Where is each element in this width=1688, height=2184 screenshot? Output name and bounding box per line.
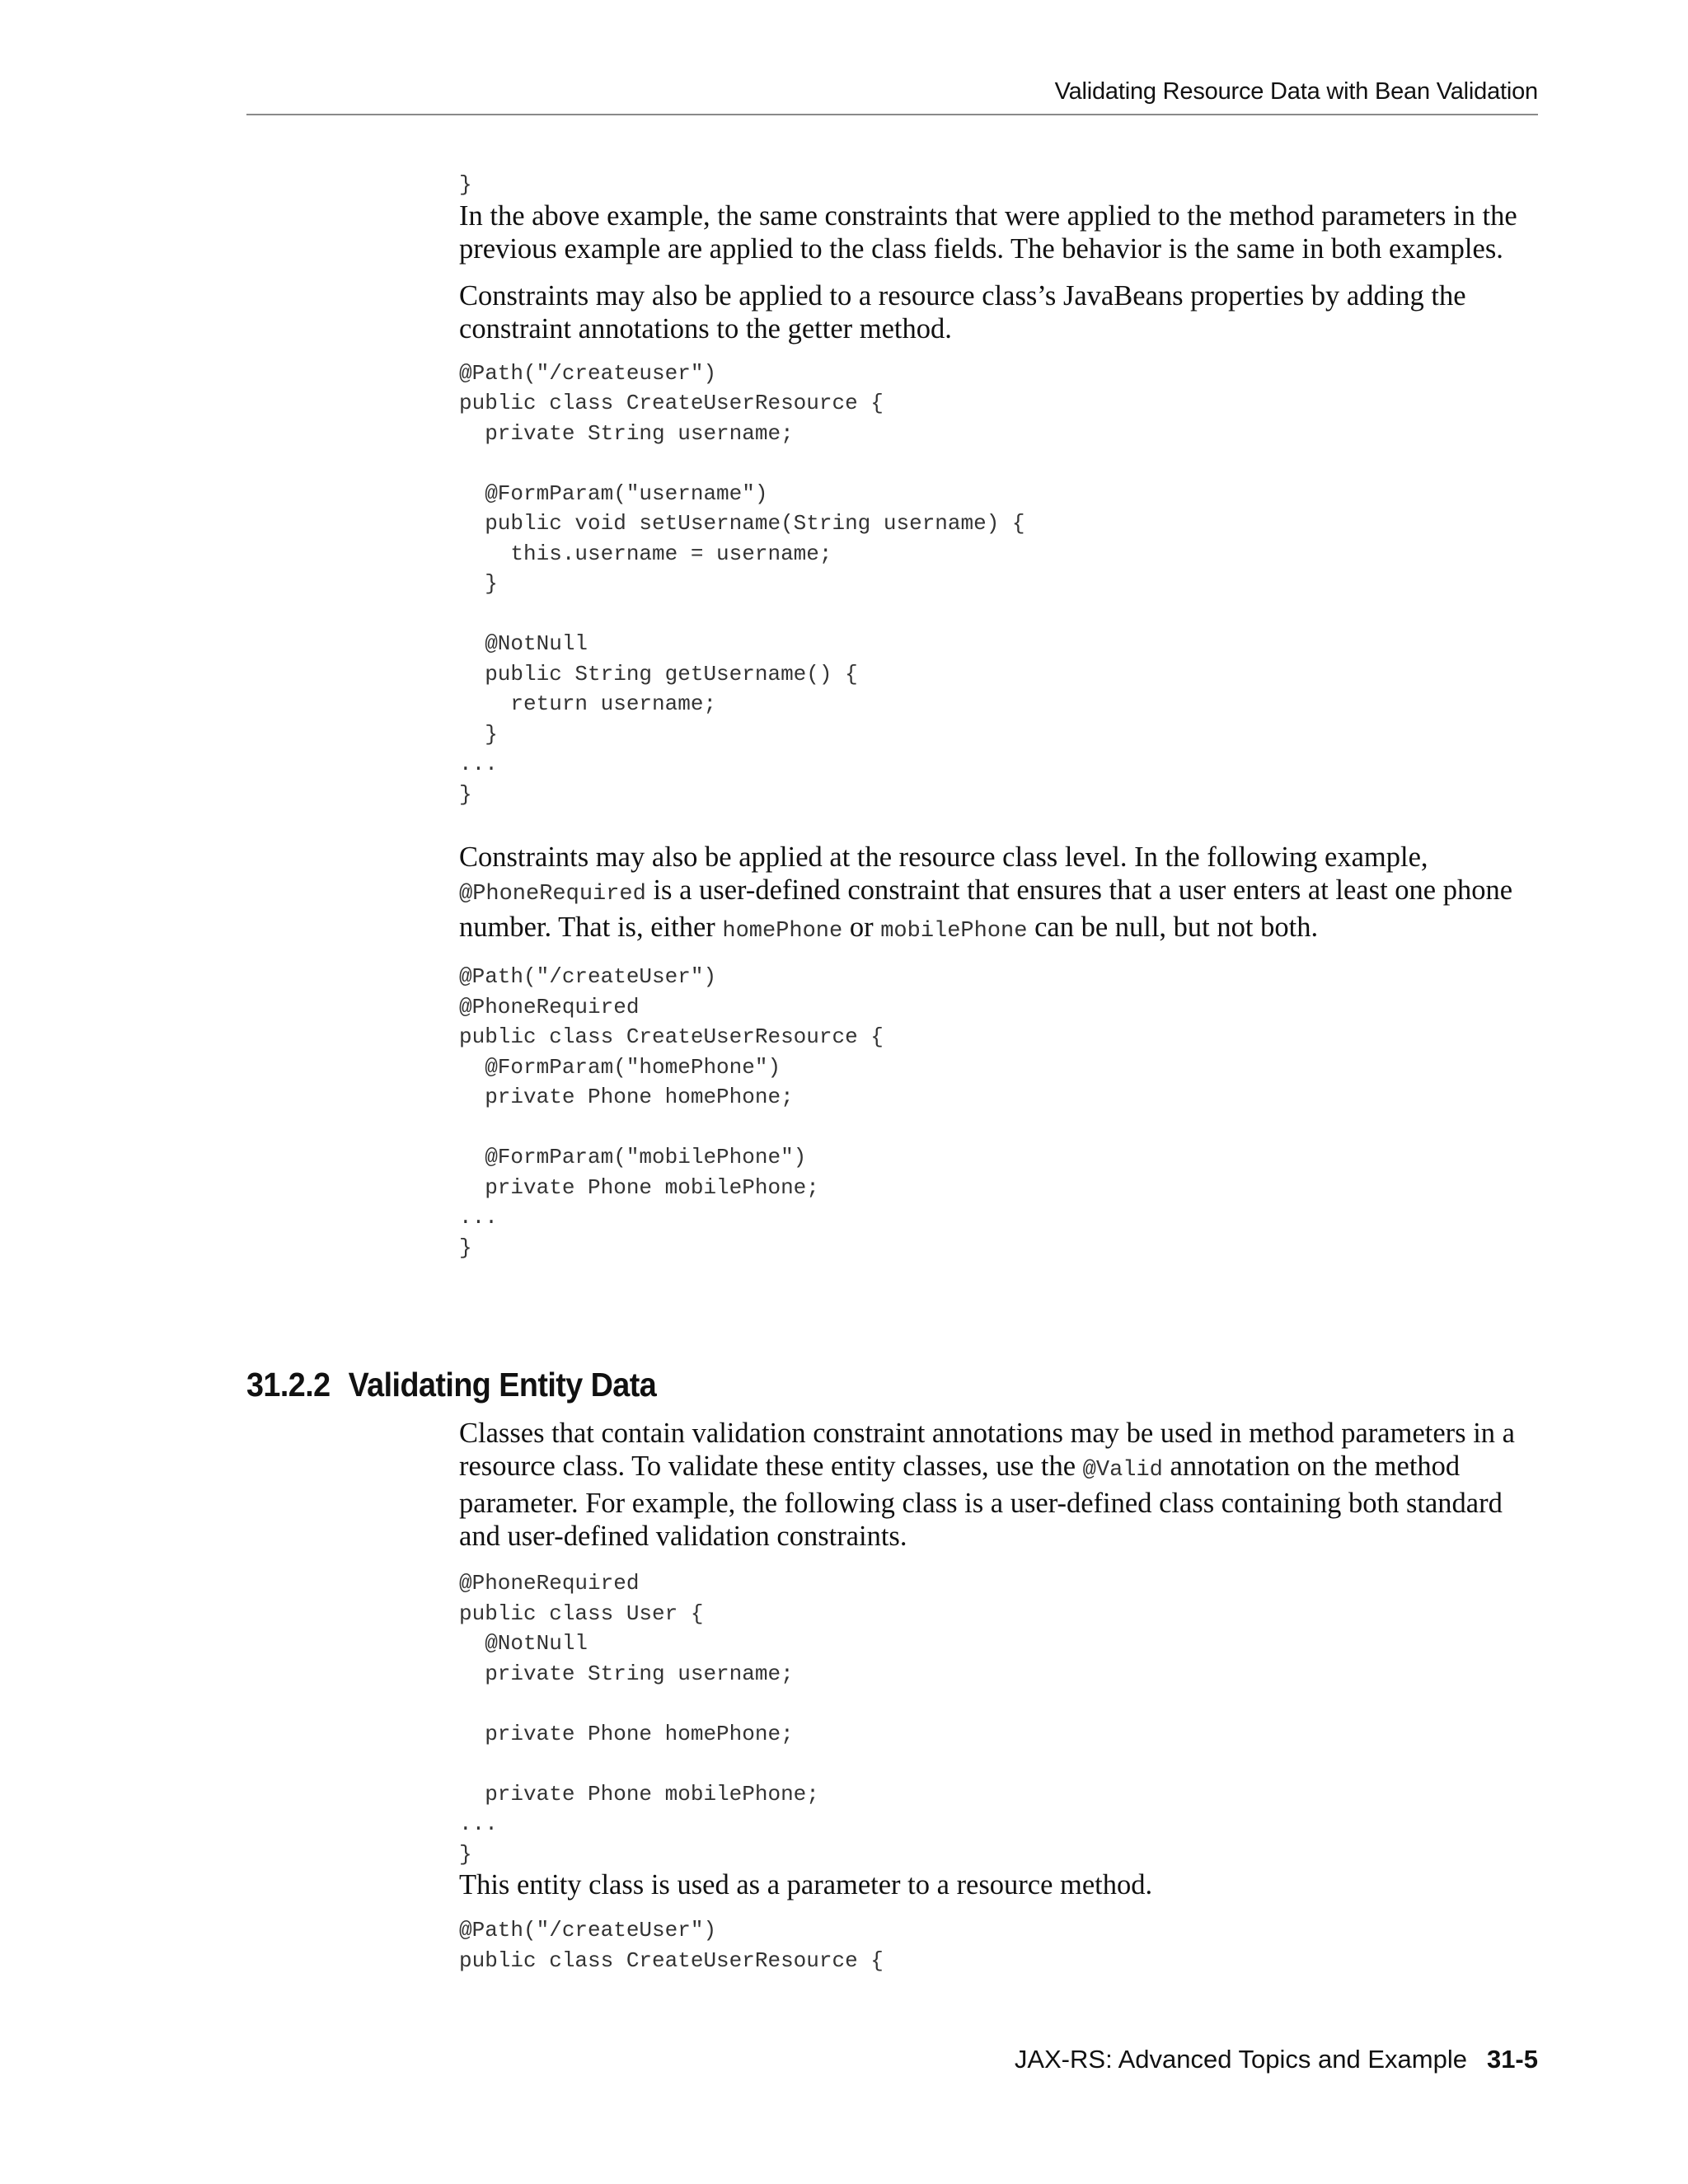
paragraph-entity-parameter: This entity class is used as a parameter to a resource method. [459, 1869, 1153, 1900]
paragraph-text: can be null, but not both. [1027, 912, 1319, 943]
main-content [459, 170, 1539, 1263]
running-header: Validating Resource Data with Bean Validation [246, 73, 1538, 115]
code-listing-resource-method: @Path("/createUser") public class CreateUserResource { [459, 1918, 884, 1973]
page-footer [1015, 2043, 1538, 2076]
inline-code-phonerequired: @PhoneRequired [459, 882, 646, 907]
paragraph-text: Classes that contain validation constraint annotations may be used in method parameters in a resource class. To validate these entity classes, use the [459, 1418, 1515, 1482]
inline-code-homephone: homePhone [722, 919, 843, 944]
paragraph-text: is a user-defined constraint that ensures that a user enters at least one phone number. That is, either [459, 874, 1513, 943]
section-content [459, 1417, 1539, 1975]
code-listing-getter-constraint: @Path("/createuser") public class CreateUserResource { private String username; @FormParam("username") public void setUsername(String username) { this.username = username; } @NotNull public String getUsername() { return username; } ... } [459, 360, 1025, 807]
code-listing-user-class: @PhoneRequired public class User { @NotNull private String username; private Phone homePhone; private Phone mobilePhone; ... } [459, 1571, 819, 1867]
code-listing-class-level-constraint: @Path("/createUser") @PhoneRequired public class CreateUserResource { @FormParam("homePhone") private Phone homePhone; @FormParam("mobilePhone") private Phone mobilePhone; ... } [459, 964, 884, 1260]
code-listing-fragment: } [459, 172, 472, 197]
footer-chapter-title: JAX-RS: Advanced Topics and Example [1014, 2045, 1467, 2074]
section-title: Validating Entity Data [348, 1366, 657, 1404]
inline-code-valid: @Valid [1082, 1458, 1163, 1483]
section-number: 31.2.2 [246, 1366, 331, 1404]
paragraph-javabeans-properties: Constraints may also be applied to a resource class’s JavaBeans properties by adding the constraint annotations to the getter method. [459, 279, 1466, 344]
paragraph-class-level-constraint [459, 841, 1539, 948]
paragraph-entity-classes [459, 1417, 1539, 1553]
section-heading [246, 1364, 656, 1405]
paragraph-class-fields: In the above example, the same constraints that were applied to the method parameters in the previous example are applied to the class fields. The behavior is the same in both examples. [459, 199, 1517, 265]
paragraph-text: or [842, 912, 881, 943]
inline-code-mobilephone: mobilePhone [880, 919, 1028, 944]
paragraph-text: annotation on the method parameter. For example, the following class is a user-defined class containing both standard and user-defined validation constraints. [459, 1451, 1503, 1552]
page-number: 31-5 [1486, 2045, 1538, 2074]
paragraph-text: Constraints may also be applied at the resource class level. In the following example, [459, 841, 1428, 873]
